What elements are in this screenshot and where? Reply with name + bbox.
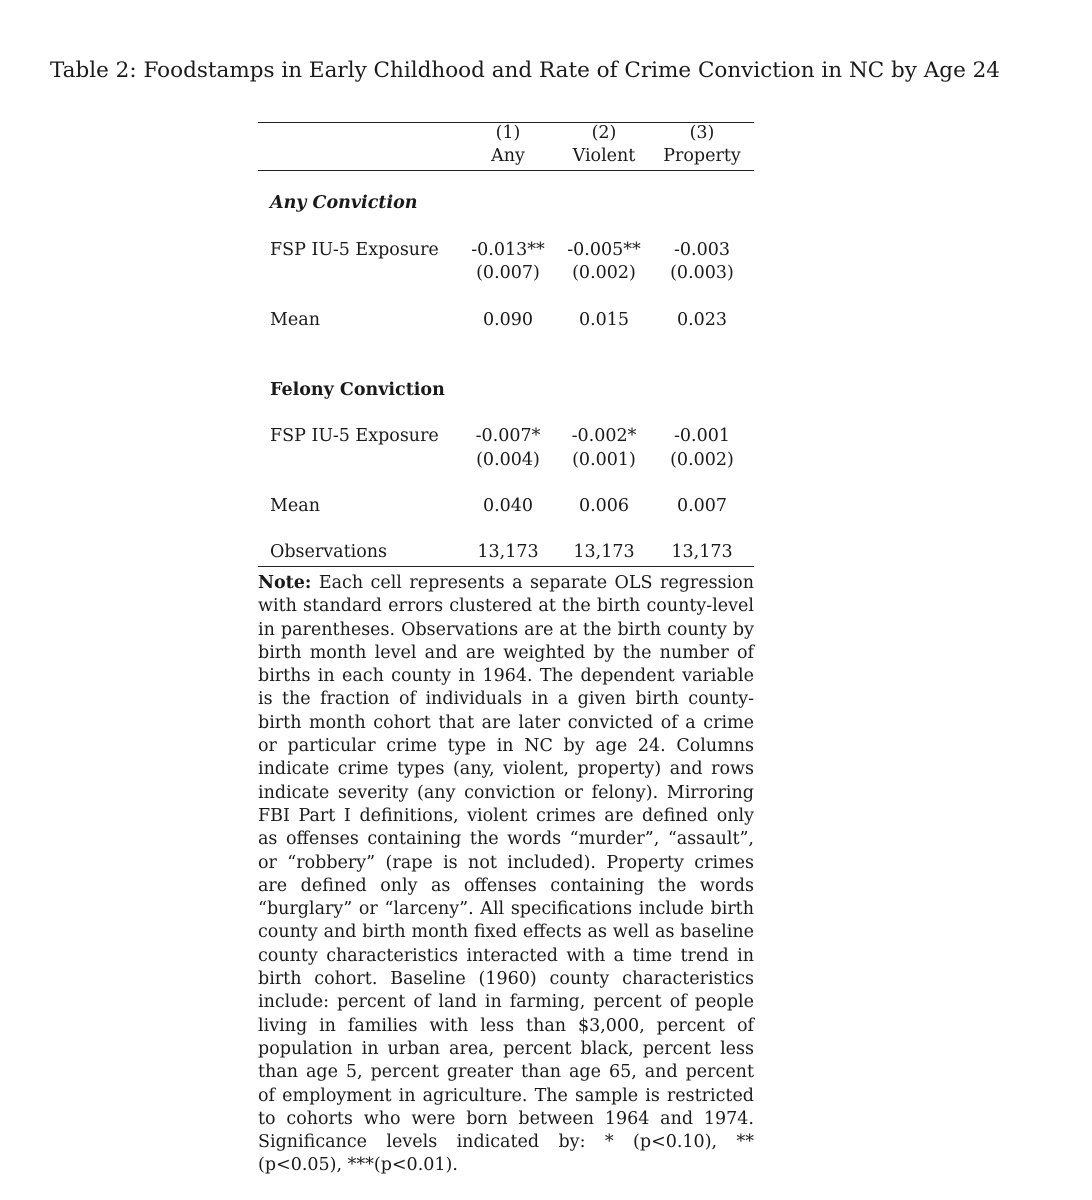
col-1-name: Any (491, 146, 525, 166)
panel-any-exposure-label: FSP IU-5 Exposure (270, 240, 439, 260)
col-3-number: (3) (689, 123, 715, 143)
panel-felony-exposure-label: FSP IU-5 Exposure (270, 426, 439, 446)
note-text: Each cell represents a separate OLS regression with standard errors clustered at the birth county-level in parentheses. Observations are at the birth county by birth month level and are weighted by the number of births in each county in 1964. The dependent variable is the fraction of individuals in a given birth county-birth month cohort that are later convicted of a crime or particular crime type in NC by age 24. Columns indicate crime types (any, violent, property) and rows indicate severity (any conviction or felony). Mirroring FBI Part I definitions, violent crimes are defined only as offenses containing the words “murder”, “assault”, or “robbery” (rape is not included). Property crimes are defined only as offenses containing the words “burglary” or “larceny”. All specifications include birth county and birth month fixed effects as well as baseline county characteristics interacted with a time trend in birth cohort. Baseline (1960) county characteristics include: percent of land in farming, percent of people living in families with less than $3,000, percent of population in urban area, percent black, percent less than age 5, percent greater than age 65, and percent of employment in agriculture. The sample is restricted to cohorts who were born between 1964 and 1974. Significance levels indicated by: * (p<0.10), **(p<0.05), ***(p<0.01). (258, 573, 754, 1176)
panel-felony-mean-label: Mean (270, 496, 320, 516)
panel-felony-mean-3: 0.007 (676, 496, 728, 516)
panel-felony-coef-1: -0.007* (475, 426, 541, 446)
panel-any-coef-3: -0.003 (673, 240, 730, 260)
panel-felony-title: Felony Conviction (270, 380, 445, 400)
observations-1: 13,173 (477, 542, 539, 562)
col-1-number: (1) (495, 123, 521, 143)
panel-felony-se-2: (0.001) (572, 450, 636, 470)
panel-any-mean-1: 0.090 (482, 310, 534, 330)
col-2-number: (2) (591, 123, 617, 143)
panel-any-se-1: (0.007) (476, 263, 540, 283)
panel-felony-mean-2: 0.006 (578, 496, 630, 516)
panel-felony-se-1: (0.004) (476, 450, 540, 470)
panel-felony-mean-1: 0.040 (482, 496, 534, 516)
col-3-name: Property (663, 146, 741, 166)
panel-felony-se-3: (0.002) (670, 450, 734, 470)
panel-felony-coef-2: -0.002* (571, 426, 637, 446)
panel-any-se-2: (0.002) (572, 263, 636, 283)
panel-felony-coef-3: -0.001 (673, 426, 730, 446)
table-caption: Table 2: Foodstamps in Early Childhood and Rate of Crime Conviction in NC by Age 24 (50, 58, 1000, 83)
observations-3: 13,173 (671, 542, 733, 562)
panel-any-mean-2: 0.015 (578, 310, 630, 330)
panel-any-mean-3: 0.023 (676, 310, 728, 330)
header-rule (258, 170, 754, 171)
panel-any-coef-1: -0.013** (471, 240, 545, 260)
observations-2: 13,173 (573, 542, 635, 562)
col-2-name: Violent (572, 146, 636, 166)
observations-label: Observations (270, 542, 387, 562)
panel-any-title: Any Conviction (270, 193, 418, 213)
panel-any-mean-label: Mean (270, 310, 320, 330)
note-label: Note: (258, 573, 312, 593)
bottom-rule (258, 566, 754, 567)
panel-any-coef-2: -0.005** (567, 240, 641, 260)
table-note (258, 572, 754, 1178)
panel-any-se-3: (0.003) (670, 263, 734, 283)
